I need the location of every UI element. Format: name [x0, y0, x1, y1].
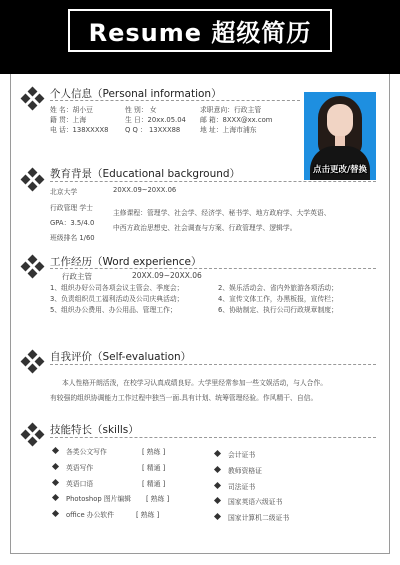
class-rank: 班级排名 1/60 [50, 234, 95, 242]
diamond-cluster-icon [22, 88, 44, 110]
duty-1: 1、组织办好公司各项会议主管会、季度会； [50, 284, 184, 292]
section-divider [50, 364, 376, 365]
diamond-cluster-icon [22, 256, 44, 278]
skill-level: [ 精通 ] [142, 480, 166, 488]
gpa: GPA：3.5/4.0 [50, 219, 95, 227]
duty-3: 3、负责组织员工福利活动及公司庆典活动； [50, 295, 184, 303]
certificate: 国家计算机二级证书 [228, 514, 290, 522]
diamond-cluster-icon [22, 169, 44, 191]
work-position: 行政主管 [62, 272, 92, 281]
school-name: 北京大学 [50, 188, 78, 196]
section-title-personal: 个人信息（Personal information） [50, 88, 222, 100]
courses-line-2: 中西方政治思想史、社会调查与方案、行政管理学、逻辑学。 [113, 224, 297, 232]
header-banner [0, 0, 400, 74]
job-intention-field: 求职意向：行政主管 [200, 106, 262, 114]
duty-4: 4、宣传文体工作，办黑板报，宣传栏； [218, 295, 338, 303]
title-box [68, 9, 332, 52]
skill-level: [ 熟练 ] [142, 448, 166, 456]
skill-level: [ 熟练 ] [136, 511, 160, 519]
photo-face [327, 104, 353, 137]
skill-name: 英语写作 [66, 464, 94, 472]
skill-level: [ 熟练 ] [146, 495, 170, 503]
certificate: 教师资格证 [228, 467, 262, 475]
skill-name: office 办公软件 [66, 511, 114, 519]
section-title-work: 工作经历（Word experience） [50, 256, 202, 268]
section-divider [50, 437, 376, 438]
page-title: Resume 超级简历 [88, 19, 312, 47]
address-field: 地 址：上海市浦东 [200, 126, 257, 134]
section-divider [50, 268, 376, 269]
section-title-skills: 技能特长（skills） [50, 424, 139, 436]
work-period: 20XX.09~20XX.06 [132, 271, 202, 280]
section-title-self-eval: 自我评价（Self-evaluation） [50, 351, 192, 363]
email-field: 邮 箱：8XXX@xx.com [200, 116, 273, 124]
duty-2: 2、娱乐活动会、省内外旅游各项活动； [218, 284, 338, 292]
skill-level: [ 精通 ] [142, 464, 166, 472]
section-divider [50, 181, 376, 182]
skill-name: Photoshop 图片编辑 [66, 495, 132, 503]
certificate: 国家英语六级证书 [228, 498, 283, 506]
diamond-cluster-icon [22, 424, 44, 446]
courses-line-1: 主修课程：管理学、社会学、经济学、秘书学、地方政府学、大学英语、 [113, 209, 331, 217]
certificate: 司法证书 [228, 483, 256, 491]
duty-5: 5、组织办公费用、办公用品、管理工作； [50, 306, 177, 314]
self-eval-line-1: 本人性格开朗活泼，在校学习认真成绩良好。大学里经常参加一些文娱活动，与人合作。 [62, 379, 328, 387]
qq-field: Q Q ： 13XXX88 [125, 126, 181, 134]
section-divider [50, 100, 300, 101]
birthday-field: 生 日：20xx.05.04 [125, 116, 186, 124]
change-photo-caption[interactable]: 点击更改/替换 [312, 165, 368, 175]
diamond-cluster-icon [22, 351, 44, 373]
name-field: 姓 名：胡小豆 [50, 106, 93, 114]
skill-name: 各类公文写作 [66, 448, 107, 456]
hometown-field: 籍 贯：上海 [50, 116, 87, 124]
major-degree: 行政管理 学士 [50, 204, 93, 212]
skill-name: 英语口语 [66, 480, 94, 488]
phone-field: 电 话：138XXXX8 [50, 126, 109, 134]
certificate: 会计证书 [228, 451, 256, 459]
section-title-education: 教育背景（Educational background） [50, 168, 241, 180]
self-eval-line-2: 有较强的组织协调能力工作过程中独当一面.具有计划、统筹管理经验。作风精干、自信。 [50, 394, 318, 402]
profile-photo[interactable] [304, 92, 376, 180]
duty-6: 6、协助制定、执行公司行政规章制度； [218, 306, 338, 314]
gender-field: 性 别： 女 [125, 106, 157, 114]
education-period: 20XX.09~20XX.06 [113, 186, 177, 194]
